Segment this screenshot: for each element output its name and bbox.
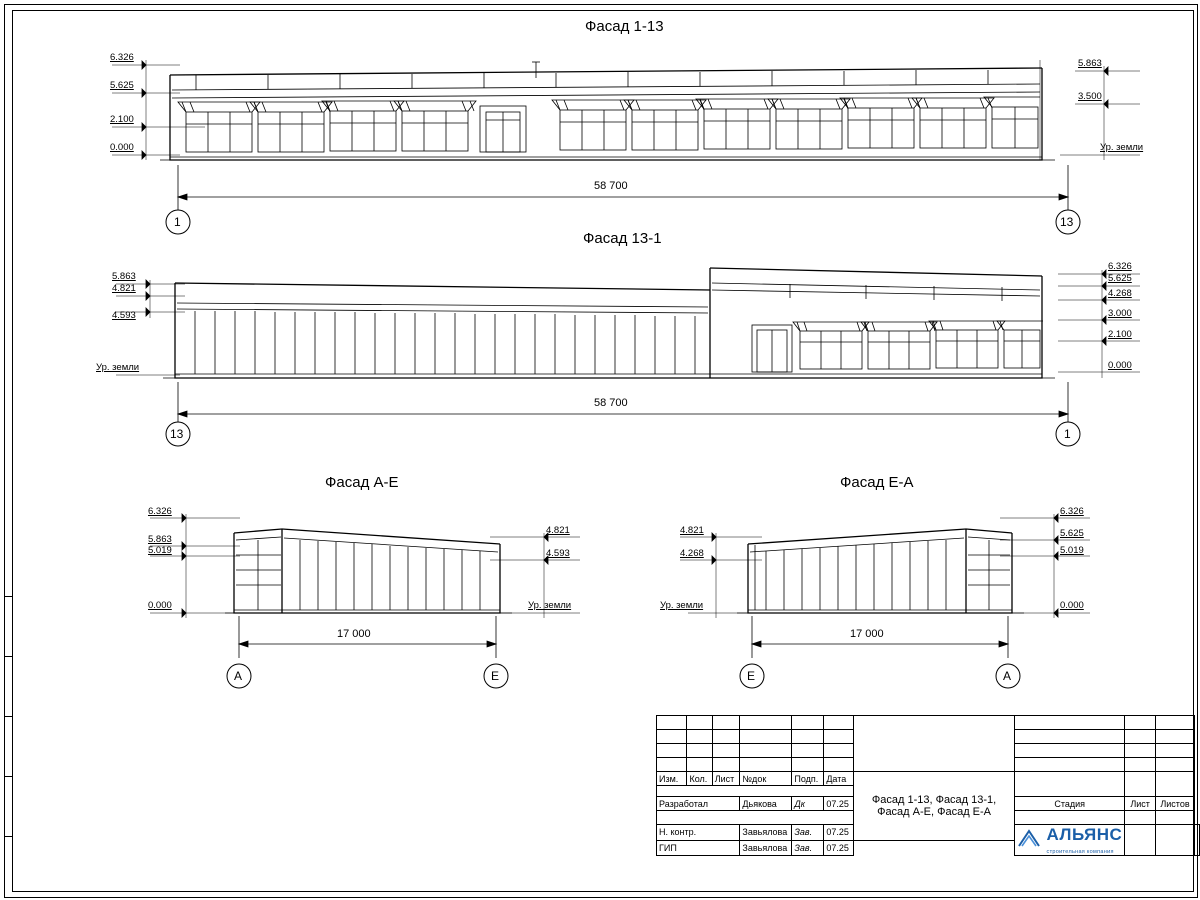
level-6-326-v2: 6.326 [1108,261,1132,272]
stamp-date-ncontr: 07.25 [824,825,854,841]
company-name: АЛЬЯНС [1046,825,1123,844]
stamp-sign-developer: Дк [792,797,824,811]
stamp-col-list: Лист [712,772,740,786]
stamp-role-ncontr: Н. контр. [657,825,740,841]
level-6-326-v3: 6.326 [148,506,172,517]
stamp-col-podp: Подп. [792,772,824,786]
view-title-facade-13-1: Фасад 13-1 [583,230,662,247]
axis-label-a-v4: А [1003,669,1012,683]
level-5-019-v3: 5.019 [148,545,172,556]
drawing-title-cell [854,772,1015,841]
span-dim-v3: 17 000 [337,628,371,640]
company-subtitle: строительная компания [1046,849,1114,855]
stamp-blank-row [657,716,1200,730]
level-4-593-v2: 4.593 [112,310,136,321]
level-5-863-v2: 5.863 [112,271,136,282]
ground-level-v1: Ур. земли [1100,142,1144,153]
level-4-821-v4: 4.821 [680,525,704,536]
stamp-sign-gip: Зав. [792,840,824,856]
level-5-625-v2: 5.625 [1108,273,1132,284]
level-4-821-v3: 4.821 [546,525,570,536]
axis-label-e-v4: Е [747,669,756,683]
level-0-000-v1: 0.000 [110,142,134,153]
company-logo-cell [1015,825,1125,856]
level-4-821-v2: 4.821 [112,283,136,294]
axis-label-13-v2: 13 [170,427,184,441]
drawing-title-line1: Фасад 1-13, Фасад 13-1, [871,793,997,806]
stamp-col-sheet: Лист [1125,797,1156,811]
level-4-268-v4: 4.268 [680,548,704,559]
title-block [656,715,1200,856]
level-0-000-v4: 0.000 [1060,600,1084,611]
level-2-100-v2: 2.100 [1108,329,1132,340]
level-5-863-v3: 5.863 [148,534,172,545]
stamp-date-developer: 07.25 [824,797,854,811]
level-5-019-v4: 5.019 [1060,545,1084,556]
level-0-000-v2: 0.000 [1108,360,1132,371]
span-dim-v2: 58 700 [594,397,628,409]
span-dim-v4: 17 000 [850,628,884,640]
stamp-col-data: Дата [824,772,854,786]
stamp-name-ncontr: Завьялова [740,825,792,841]
ground-level-v3: Ур. земли [528,600,572,611]
stamp-role-developer: Разработал [657,797,740,811]
ground-level-v2: Ур. земли [96,362,140,373]
stamp-col-izm: Изм. [657,772,687,786]
axis-label-1-v1: 1 [174,215,181,229]
stamp-date-gip: 07.25 [824,840,854,856]
stamp-col-ndok: №док [740,772,792,786]
ground-level-v4: Ур. земли [660,600,704,611]
view-title-facade-1-13: Фасад 1-13 [585,18,664,35]
stamp-name-gip: Завьялова [740,840,792,856]
view-title-facade-e-a: Фасад Е-А [840,474,914,491]
axis-label-a-v3: А [234,669,243,683]
level-5-625-v1: 5.625 [110,80,134,91]
axis-label-13-v1: 13 [1060,215,1074,229]
level-2-100-v1: 2.100 [110,114,134,125]
stamp-role-gip: ГИП [657,840,740,856]
logo-mark-icon [1017,828,1041,852]
stamp-col-sheets: Листов [1155,797,1194,811]
level-3-000-v2: 3.000 [1108,308,1132,319]
level-6-326-v1: 6.326 [110,52,134,63]
drawing-title-line2: Фасад А-Е, Фасад Е-А [877,805,992,818]
axis-label-1-v2: 1 [1064,427,1071,441]
stamp-sign-ncontr: Зав. [792,825,824,841]
stamp-col-stage: Стадия [1015,797,1125,811]
level-3-500-v1: 3.500 [1078,91,1102,102]
stamp-header-row [657,772,1200,786]
level-4-268-v2: 4.268 [1108,288,1132,299]
stamp-name-developer: Дьякова [740,797,792,811]
level-0-000-v3: 0.000 [148,600,172,611]
level-6-326-v4: 6.326 [1060,506,1084,517]
span-dim-v1: 58 700 [594,180,628,192]
stamp-table [656,715,1200,856]
stamp-col-kol: Кол. [687,772,712,786]
axis-label-e-v3: Е [491,669,500,683]
view-title-facade-a-e: Фасад А-Е [325,474,399,491]
level-5-863-v1: 5.863 [1078,58,1102,69]
level-5-625-v4: 5.625 [1060,528,1084,539]
level-4-593-v3: 4.593 [546,548,570,559]
